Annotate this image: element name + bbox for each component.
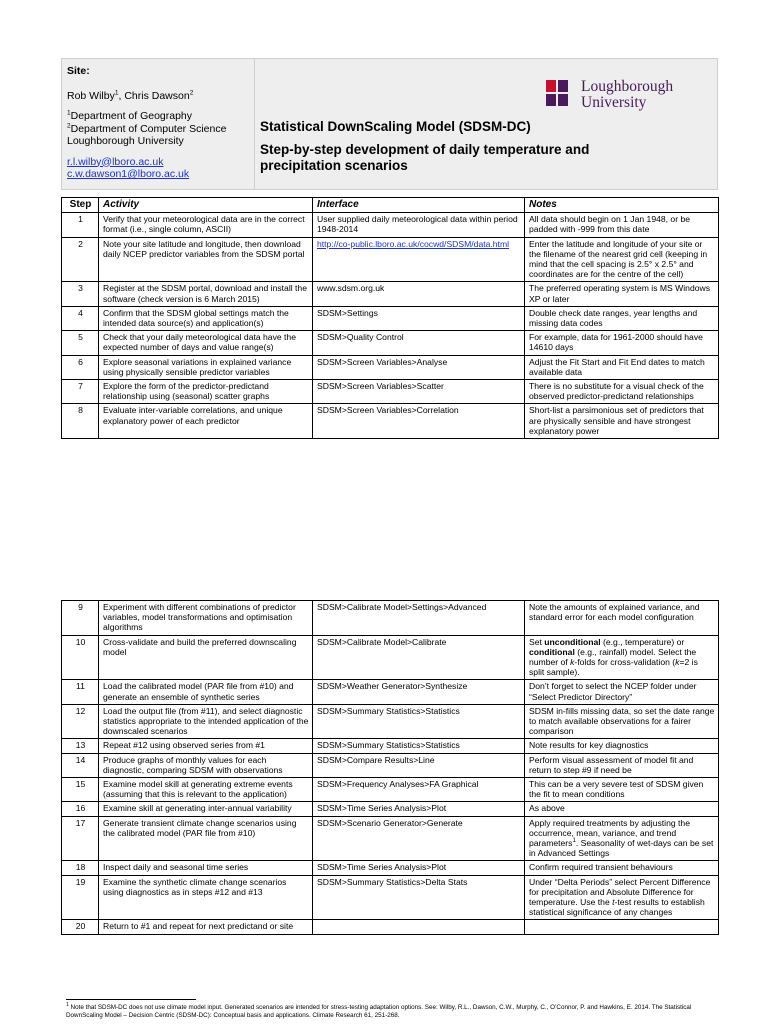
table-row <box>62 635 719 680</box>
footnote: $^1$ Note that SDSM-DC does not use climate model input. Generated scenarios are intended for stress-testing adaptation options. See: Wilby, R.L., Dawson, C.W., Murphy, C., O’Connor, P. and Hawkins, E. 2014. The Statistical DownScaling Model – Decision Centric (SDSM-DC): Conceptual basis and applications. Climate Research 61, 251-268. <box>66 1001 692 1020</box>
interface-cell: www.sdsm.org.uk <box>313 282 525 306</box>
activity-cell: Inspect daily and seasonal time series <box>99 861 313 875</box>
step-number: 20 <box>62 920 99 934</box>
document-title: Statistical DownScaling Model (SDSM-DC) <box>260 119 531 134</box>
step-number: 6 <box>62 355 99 379</box>
notes-cell: SDSM in-fills missing data, so set the date range to match available observations for a fairer comparison <box>525 704 719 739</box>
interface-cell: SDSM>Quality Control <box>313 331 525 355</box>
step-number: 13 <box>62 739 99 753</box>
affiliation-2: $^2$Department of Computer Science <box>67 122 227 135</box>
notes-cell: All data should begin on 1 Jan 1948, or be padded with -999 from this date <box>525 213 719 237</box>
interface-cell: SDSM>Weather Generator>Synthesize <box>313 680 525 704</box>
interface-cell: User supplied daily meteorological data within period 1948-2014 <box>313 213 525 237</box>
step-number: 1 <box>62 213 99 237</box>
table-row <box>62 331 719 355</box>
interface-cell: SDSM>Screen Variables>Correlation <box>313 404 525 439</box>
activity-cell: Check that your daily meteorological data have the expected number of days and value range(s) <box>99 331 313 355</box>
affiliation-3: Loughborough University <box>67 135 184 147</box>
step-number: 8 <box>62 404 99 439</box>
table-row <box>62 601 719 636</box>
step-number: 12 <box>62 704 99 739</box>
interface-cell: SDSM>Screen Variables>Scatter <box>313 380 525 404</box>
table-row <box>62 237 719 282</box>
step-number: 17 <box>62 816 99 861</box>
table-row <box>62 704 719 739</box>
interface-cell: SDSM>Time Series Analysis>Plot <box>313 861 525 875</box>
step-number: 3 <box>62 282 99 306</box>
table-row <box>62 816 719 861</box>
steps-table-1 <box>61 197 719 439</box>
activity-cell: Examine model skill at generating extreme events (assuming that this is relevant to the application) <box>99 778 313 802</box>
activity-cell: Verify that your meteorological data are in the correct format (i.e., single column, ASCII) <box>99 213 313 237</box>
activity-cell: Confirm that the SDSM global settings match the intended data source(s) and application(s) <box>99 306 313 330</box>
interface-cell: SDSM>Screen Variables>Analyse <box>313 355 525 379</box>
interface-cell: SDSM>Calibrate Model>Settings>Advanced <box>313 601 525 636</box>
step-number: 7 <box>62 380 99 404</box>
activity-cell: Load the output file (from #11), and select diagnostic statistics appropriate to the intended application of the downscaled scenarios <box>99 704 313 739</box>
interface-cell <box>313 237 525 282</box>
table-row <box>62 778 719 802</box>
activity-cell: Cross-validate and build the preferred downscaling model <box>99 635 313 680</box>
table-row <box>62 355 719 379</box>
notes-cell: For example, data for 1961-2000 should have 14610 days <box>525 331 719 355</box>
notes-cell: Note results for key diagnostics <box>525 739 719 753</box>
step-number: 2 <box>62 237 99 282</box>
affiliation-1: $^1$Department of Geography <box>67 109 193 122</box>
activity-cell: Explore seasonal variations in explained variance using physically sensible predictor variables <box>99 355 313 379</box>
title-area <box>256 59 717 189</box>
step-number: 14 <box>62 753 99 777</box>
step-number: 16 <box>62 802 99 816</box>
activity-cell: Experiment with different combinations of predictor variables, model transformations and optimisation algorithms <box>99 601 313 636</box>
activity-cell: Repeat #12 using observed series from #1 <box>99 739 313 753</box>
activity-cell: Explore the form of the predictor-predictand relationship using (seasonal) scatter graphs <box>99 380 313 404</box>
site-info <box>62 59 255 189</box>
table-row <box>62 753 719 777</box>
notes-cell: This can be a very severe test of SDSM given the fit to mean conditions <box>525 778 719 802</box>
email-link-wilby[interactable]: r.l.wilby@lboro.ac.uk <box>67 155 164 168</box>
document-subtitle: Step-by-step development of daily temperature and precipitation scenarios <box>260 142 590 173</box>
header-activity: Activity <box>99 198 313 213</box>
interface-cell <box>313 920 525 934</box>
table-row <box>62 213 719 237</box>
authors: Rob Wilby$^1$, Chris Dawson$^2$ <box>67 89 194 102</box>
activity-cell: Produce graphs of monthly values for each diagnostic, comparing SDSM with observations <box>99 753 313 777</box>
table-row <box>62 680 719 704</box>
notes-cell: Set unconditional (e.g., temperature) or conditional (e.g., rainfall) model. Select the number of k-folds for cross-validation (k=2 is split sample). <box>525 635 719 680</box>
activity-cell: Generate transient climate change scenarios using the calibrated model (PAR file from #10) <box>99 816 313 861</box>
step-number: 19 <box>62 875 99 920</box>
notes-cell: Short-list a parsimonious set of predictors that are physically sensible and have strongest explanatory power <box>525 404 719 439</box>
header-notes: Notes <box>525 198 719 213</box>
step-number: 5 <box>62 331 99 355</box>
header-interface: Interface <box>313 198 525 213</box>
table-row <box>62 875 719 920</box>
interface-cell: SDSM>Summary Statistics>Delta Stats <box>313 875 525 920</box>
activity-cell: Evaluate inter-variable correlations, and unique explanatory power of each predictor <box>99 404 313 439</box>
interface-cell: SDSM>Scenario Generator>Generate <box>313 816 525 861</box>
step-number: 18 <box>62 861 99 875</box>
site-label: Site: <box>67 65 90 77</box>
table-row <box>62 282 719 306</box>
footnote-rule <box>66 999 196 1000</box>
activity-cell: Examine skill at generating inter-annual variability <box>99 802 313 816</box>
notes-cell: Note the amounts of explained variance, and standard error for each model configuration <box>525 601 719 636</box>
interface-cell: SDSM>Frequency Analyses>FA Graphical <box>313 778 525 802</box>
logo-text-line1: Loughborough <box>581 78 674 95</box>
table-row <box>62 306 719 330</box>
step-number: 9 <box>62 601 99 636</box>
table-row <box>62 861 719 875</box>
interface-cell: SDSM>Calibrate Model>Calibrate <box>313 635 525 680</box>
interface-cell: SDSM>Time Series Analysis>Plot <box>313 802 525 816</box>
notes-cell: As above <box>525 802 719 816</box>
notes-cell: Enter the latitude and longitude of your site or the filename of the nearest grid cell (keeping in mind that the cell spacing is 2.5° x 2.5° and coordinates are for the centre of the cell) <box>525 237 719 282</box>
table-row <box>62 920 719 934</box>
notes-cell: The preferred operating system is MS Windows XP or later <box>525 282 719 306</box>
activity-cell: Return to #1 and repeat for next predictand or site <box>99 920 313 934</box>
activity-cell: Register at the SDSM portal, download and install the software (check version is 6 March 2015) <box>99 282 313 306</box>
email-link-dawson[interactable]: c.w.dawson1@lboro.ac.uk <box>67 168 190 180</box>
notes-cell: Confirm required transient behaviours <box>525 861 719 875</box>
notes-cell: Double check date ranges, year lengths and missing data codes <box>525 306 719 330</box>
activity-cell: Load the calibrated model (PAR file from #10) and generate an ensemble of synthetic series <box>99 680 313 704</box>
table-row <box>62 802 719 816</box>
table-row <box>62 380 719 404</box>
table-row <box>62 404 719 439</box>
notes-cell: Apply required treatments by adjusting the occurrence, mean, variance, and trend parameters$^1$. Seasonality of wet-days can be set in Advanced Settings <box>525 816 719 861</box>
interface-cell: SDSM>Compare Results>Line <box>313 753 525 777</box>
notes-cell: There is no substitute for a visual check of the observed predictor-predictand relationships <box>525 380 719 404</box>
interface-cell: SDSM>Settings <box>313 306 525 330</box>
document-header <box>61 58 718 190</box>
university-logo <box>545 77 715 113</box>
activity-cell: Note your site latitude and longitude, then download daily NCEP predictor variables from the SDSM portal <box>99 237 313 282</box>
notes-cell <box>525 920 719 934</box>
steps-table-2 <box>61 600 719 935</box>
interface-cell: SDSM>Summary Statistics>Statistics <box>313 739 525 753</box>
notes-cell: Under “Delta Periods” select Percent Difference for precipitation and Absolute Difference for temperature. Use the t-test results to establish statistical significance of any changes <box>525 875 719 920</box>
logo-text-line2: University <box>581 94 647 111</box>
crest-icon <box>545 77 577 111</box>
table-row <box>62 739 719 753</box>
notes-cell: Don’t forget to select the NCEP folder under “Select Predictor Directory” <box>525 680 719 704</box>
notes-cell: Adjust the Fit Start and Fit End dates to match available data <box>525 355 719 379</box>
step-number: 11 <box>62 680 99 704</box>
step-number: 4 <box>62 306 99 330</box>
notes-cell: Perform visual assessment of model fit and return to step #9 if need be <box>525 753 719 777</box>
header-step: Step <box>62 198 99 213</box>
interface-cell: SDSM>Summary Statistics>Statistics <box>313 704 525 739</box>
step-number: 15 <box>62 778 99 802</box>
step-number: 10 <box>62 635 99 680</box>
portal-link[interactable]: http://co-public.lboro.ac.uk/cocwd/SDSM/data.html <box>317 238 510 249</box>
activity-cell: Examine the synthetic climate change scenarios using diagnostics as in steps #12 and #13 <box>99 875 313 920</box>
table-header-row <box>62 198 719 213</box>
